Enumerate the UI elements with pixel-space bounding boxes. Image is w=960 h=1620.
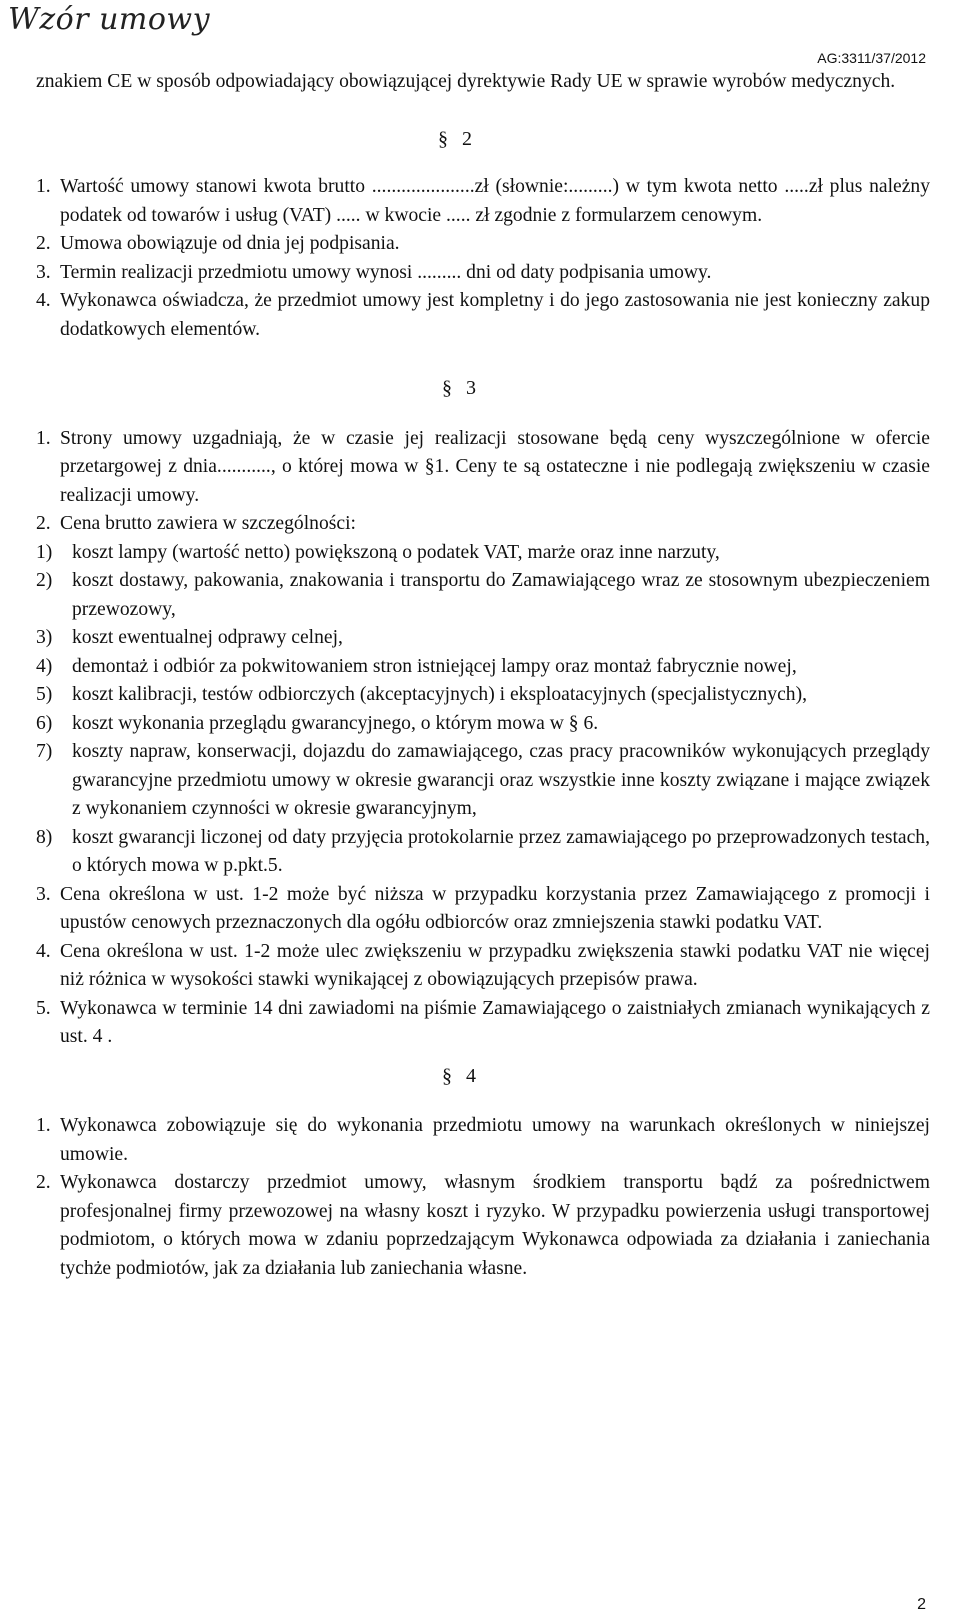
item-number: 2. [36,233,51,254]
section-4-item-1 [36,1112,930,1169]
subitem-text: koszty napraw, konserwacji, dojazdu do zamawiającego, czas pracy pracowników wykonujących przeglądy gwarancyjne przedmiotu umowy w okresie gwarancji oraz wszystkie inne koszty związane i mające związek z wykonaniem czynności w okresie gwarancyjnym, [72,741,930,819]
item-text: Wykonawca w terminie 14 dni zawiadomi na piśmie Zamawiającego o zaistniałych zmianach wynikających z ust. 4 . [60,997,930,1047]
item-number: 1. [36,1115,51,1136]
section-3-subitem-3 [36,624,930,653]
section-number: 4 [466,1064,476,1087]
subitem-number: 1) [36,541,53,563]
section-3-subitem-5 [36,681,930,710]
section-3-item-1 [36,425,930,511]
subitem-text: koszt gwarancji liczonej od daty przyjęcia protokolarnie przez zamawiającego po przeprowadzonych testach, o których mowa w p.pkt.5. [72,826,930,876]
page-number: 2 [917,1596,926,1613]
section-3-subitem-8 [36,824,930,881]
document-header-title: Wzór umowy [8,2,211,37]
paragraph-sign: § [442,1064,452,1087]
subitem-number: 2) [36,570,53,591]
item-number: 2. [36,1172,51,1193]
section-3-subitem-7 [36,738,930,824]
section-2-item-2 [36,230,930,259]
subitem-text: koszt ewentualnej odprawy celnej, [72,627,343,648]
section-3-item-3 [36,881,930,938]
subitem-number: 4) [36,655,53,677]
subitem-number: 8) [36,826,53,848]
section-3-subitem-4 [36,653,930,682]
paragraph-sign: § [438,127,448,150]
item-number: 4. [36,940,51,962]
section-number: 3 [466,377,476,399]
paragraph-sign: § [442,377,452,399]
section-3-subitem-1 [36,539,930,568]
item-text: Wykonawca zobowiązuje się do wykonania przedmiotu umowy na warunkach określonych w niniejszej umowie. [60,1115,930,1165]
section-3-item-2 [36,510,930,539]
section-3-subitem-6 [36,710,930,739]
section-heading-2 [36,125,930,154]
subitem-text: koszt lampy (wartość netto) powiększoną o podatek VAT, marże oraz inne narzuty, [72,541,720,563]
item-text: Umowa obowiązuje od dnia jej podpisania. [60,233,400,254]
item-number: 3. [36,261,51,283]
document-reference-number: AG:3311/37/2012 [817,50,926,66]
section-3-item-5 [36,995,930,1052]
subitem-number: 5) [36,684,53,705]
item-text: Termin realizacji przedmiotu umowy wynosi ......... dni od daty podpisania umowy. [60,261,712,283]
subitem-text: koszt kalibracji, testów odbiorczych (akceptacyjnych) i eksploatacyjnych (specjalistycznych), [72,684,808,705]
subitem-text: demontaż i odbiór za pokwitowaniem stron istniejącej lampy oraz montaż fabrycznie nowej, [72,655,797,677]
item-text: Wykonawca dostarczy przedmiot umowy, własnym środkiem transportu bądź za pośrednictwem profesjonalnej firmy przewozowej na własny koszt i ryzyko. W przypadku powierzenia usługi transportowej podmiotom, o których mowa w zdaniu poprzedzającym Wykonawca odpowiada za działania i zaniechania tychże podmiotów, jak za działania lub zaniechania własne. [60,1172,930,1279]
item-text: Wartość umowy stanowi kwota brutto .....................zł (słownie:.........) w tym kwota netto .....zł plus należny podatek od towarów i usług (VAT) ..... w kwocie ..... zł zgodnie z formularzem cenowym. [60,176,930,226]
item-text: Wykonawca oświadcza, że przedmiot umowy jest kompletny i do jego zastosowania nie jest konieczny zakup dodatkowych elementów. [60,290,930,340]
item-text: Cena brutto zawiera w szczególności: [60,513,356,534]
section-2-item-1 [36,173,930,230]
item-text: Cena określona w ust. 1-2 może ulec zwiększeniu w przypadku zwiększenia stawki podatku VAT nie więcej niż różnica w wysokości stawki wynikającej z obowiązujących przepisów prawa. [60,940,930,990]
section-3-subitem-2 [36,567,930,624]
section-2-item-3 [36,259,930,288]
section-number: 2 [462,127,472,150]
section-4-item-2 [36,1169,930,1283]
section-3-item-4 [36,938,930,995]
subitem-text: koszt wykonania przeglądu gwarancyjnego, o którym mowa w § 6. [72,712,599,734]
item-number: 1. [36,427,51,449]
item-number: 2. [36,513,51,534]
document-body [36,68,930,1283]
subitem-number: 6) [36,712,53,734]
item-number: 3. [36,883,51,905]
item-text: Strony umowy uzgadniają, że w czasie jej realizacji stosowane będą ceny wyszczególnione w ofercie przetargowej z dnia..........., o której mowa w §1. Ceny te są ostateczne i nie podlegają zwiększeniu w czasie realizacji umowy. [60,427,930,506]
section-2-item-4 [36,287,930,344]
item-number: 4. [36,290,51,311]
subitem-number: 3) [36,627,53,648]
subitem-text: koszt dostawy, pakowania, znakowania i transportu do Zamawiającego wraz ze stosownym ubezpieczeniem przewozowy, [72,570,930,620]
section-heading-4 [36,1062,930,1091]
section-heading-3 [36,374,930,403]
subitem-number: 7) [36,741,53,762]
item-number: 1. [36,176,51,197]
item-number: 5. [36,997,51,1019]
intro-paragraph: znakiem CE w sposób odpowiadający obowiązującej dyrektywie Rady UE w sprawie wyrobów medycznych. [36,71,896,92]
item-text: Cena określona w ust. 1-2 może być niższa w przypadku korzystania przez Zamawiającego z promocji i upustów cenowych przeznaczonych dla ogółu odbiorców oraz zmniejszenia stawki podatku VAT. [60,883,930,933]
